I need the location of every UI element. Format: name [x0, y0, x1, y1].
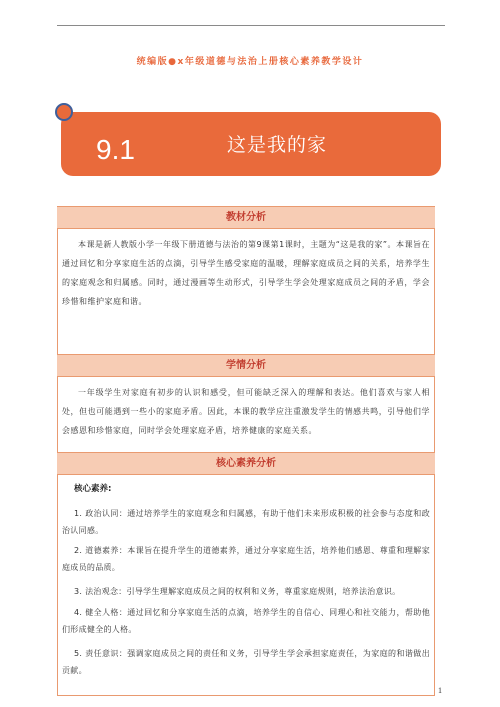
core-literacy-label: 核心素养: [74, 484, 112, 494]
section-title-core: 核心素养分析 [57, 452, 435, 475]
section-title-learner: 学情分析 [57, 354, 435, 377]
core-item: 4. 健全人格：通过回忆和分享家庭生活的点滴，培养学生的自信心、同理心和社交能力，帮助他们形成健全的人格。 [62, 608, 430, 634]
header-rule [57, 25, 445, 26]
core-item: 2. 道德素养：本课旨在提升学生的道德素养，通过分享家庭生活，培养他们感恩、尊重和理解家庭成员的品质。 [62, 546, 430, 572]
page-number: 1 [438, 686, 442, 695]
section-body-textbook: 本课是新人教版小学一年级下册道德与法治的第9课第1课时，主题为“这是我的家”。本课旨在通过回忆和分享家庭生活的点滴，引导学生感受家庭的温暖，理解家庭成员之间的关系，培养学生的家庭观念和归属感。同时，通过漫画等生动形式，引导学生学会处理家庭成员之间的矛盾，学会珍惜和维护家庭和谐。 [62, 240, 430, 306]
banner-dot-decoration [55, 103, 73, 121]
lesson-title: 这是我的家 [227, 134, 328, 156]
core-item: 3. 法治观念：引导学生理解家庭成员之间的权利和义务，尊重家庭规则，培养法治意识。 [74, 587, 401, 596]
section-body-learner: 一年级学生对家庭有初步的认识和感受，但可能缺乏深入的理解和表达。他们喜欢与家人相处，但也可能遇到一些小的家庭矛盾。因此，本课的教学应注重激发学生的情感共鸣，引导他们学会感恩和珍惜家庭，同时学会处理家庭矛盾，培养健康的家庭关系。 [62, 388, 430, 435]
core-item: 1. 政治认同：通过培养学生的家庭观念和归属感，有助于他们未来形成积极的社会参与态度和政治认同感。 [62, 509, 430, 535]
series-header: 统编版●x年级道德与法治上册核心素养教学设计 [136, 57, 364, 67]
section-title-textbook: 教材分析 [57, 206, 435, 229]
core-item: 5. 责任意识：强调家庭成员之间的责任和义务，引导学生学会承担家庭责任，为家庭的和谐做出贡献。 [62, 649, 430, 675]
lesson-number: 9.1 [96, 134, 135, 165]
